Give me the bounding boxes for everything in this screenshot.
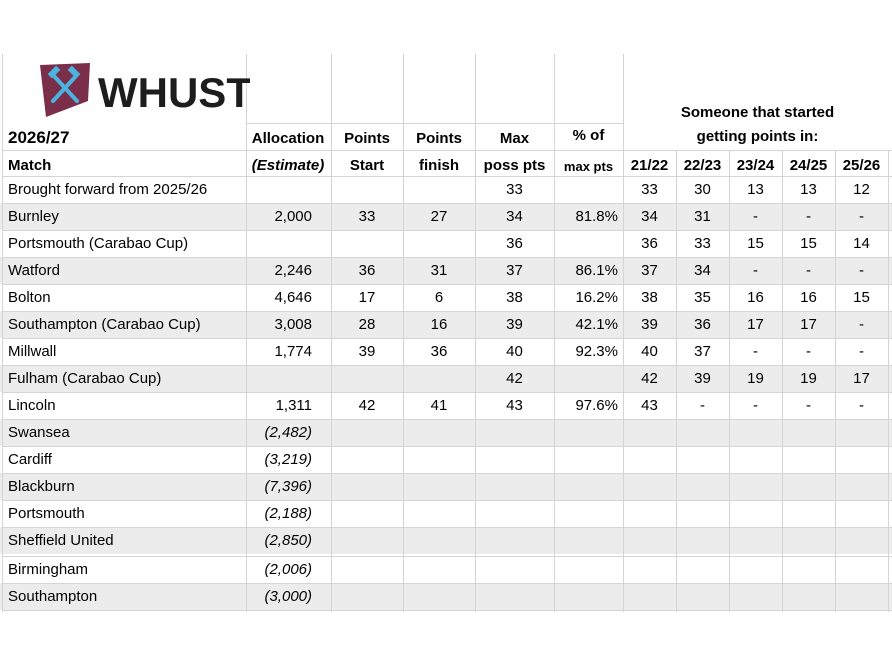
row-divider (2, 527, 892, 528)
season-value-0: 36 (641, 235, 658, 252)
row-divider (2, 419, 892, 420)
pct-max-value: 97.6% (575, 397, 618, 414)
match-name: Portsmouth (8, 505, 85, 522)
match-name: Blackburn (8, 478, 75, 495)
points-finish-value: 27 (430, 208, 448, 225)
allocation-value: (2,850) (264, 532, 312, 549)
season-value-1: 37 (694, 343, 711, 360)
points-start-value: 28 (358, 316, 376, 333)
season-value-2: - (753, 208, 758, 225)
season-value-0: 34 (641, 208, 658, 225)
row-divider (2, 150, 892, 151)
points-start-value: 33 (358, 208, 376, 225)
points-start-value: 36 (358, 262, 376, 279)
season-value-2: - (753, 397, 758, 414)
row-divider (2, 284, 892, 285)
match-name: Southampton (8, 588, 98, 605)
season-value-2: 17 (747, 316, 764, 333)
someone-started-header: Someone that started (680, 104, 835, 121)
allocation-value: 3,008 (274, 316, 312, 333)
season-value-3: 16 (800, 289, 817, 306)
season-value-0: 42 (641, 370, 658, 387)
row-divider (246, 123, 623, 124)
points-finish-value: 6 (434, 289, 444, 306)
season-value-1: 30 (694, 181, 711, 198)
allocation-header: Allocation (251, 130, 325, 147)
season-value-4: - (859, 208, 864, 225)
season-value-0: 33 (641, 181, 658, 198)
max-poss-subheader: poss pts (483, 157, 546, 174)
season-value-3: 15 (800, 235, 817, 252)
match-name: Cardiff (8, 451, 52, 468)
pct-max-header: % of (572, 127, 605, 144)
season-value-3: 19 (800, 370, 817, 387)
logo-graphic (40, 63, 250, 119)
allocation-value: (7,396) (264, 478, 312, 495)
someone-started-subheader: getting points in: (696, 128, 819, 145)
allocation-value: 2,246 (274, 262, 312, 279)
match-name: Sheffield United (8, 532, 114, 549)
row-divider (2, 500, 892, 501)
season-value-4: - (859, 316, 864, 333)
points-finish-value: 16 (430, 316, 448, 333)
pct-max-value: 16.2% (575, 289, 618, 306)
season-value-0: 39 (641, 316, 658, 333)
allocation-value: (2,482) (264, 424, 312, 441)
pct-max-subheader: max pts (563, 159, 614, 174)
season-value-1: 39 (694, 370, 711, 387)
points-start-value: 42 (358, 397, 376, 414)
match-name: Southampton (Carabao Cup) (8, 316, 201, 333)
match-header: Match (8, 157, 52, 174)
season-value-2: 15 (747, 235, 764, 252)
season-value-4: 14 (853, 235, 870, 252)
season-value-3: - (806, 208, 811, 225)
row-divider (2, 446, 892, 447)
season-value-2: 19 (747, 370, 764, 387)
match-name: Bolton (8, 289, 51, 306)
allocation-value: 1,774 (274, 343, 312, 360)
season-value-2: - (753, 343, 758, 360)
match-name: Fulham (Carabao Cup) (8, 370, 162, 387)
row-divider (2, 610, 892, 611)
allocation-value: (3,000) (264, 588, 312, 605)
row-divider (2, 203, 892, 204)
pct-max-value: 92.3% (575, 343, 618, 360)
points-finish-subheader: finish (419, 157, 459, 174)
season-value-0: 43 (641, 397, 658, 414)
row-divider (2, 365, 892, 366)
season-value-4: 17 (853, 370, 870, 387)
season-label: 2026/27 (8, 128, 70, 147)
points-start-subheader: Start (349, 157, 385, 174)
max-poss-value: 39 (506, 316, 523, 333)
season-value-2: - (753, 262, 758, 279)
season-value-3: - (806, 343, 811, 360)
season-value-4: - (859, 397, 864, 414)
allocation-value: (2,006) (264, 561, 312, 578)
pct-max-value: 42.1% (575, 316, 618, 333)
season-value-1: 36 (694, 316, 711, 333)
season-value-1: - (700, 397, 705, 414)
season-value-3: - (806, 397, 811, 414)
match-name: Birmingham (8, 561, 89, 578)
season-value-0: 38 (641, 289, 658, 306)
match-name: Watford (8, 262, 60, 279)
max-poss-value: 38 (506, 289, 523, 306)
season-value-2: 16 (747, 289, 764, 306)
season-header-4: 25/26 (842, 157, 881, 174)
season-header-3: 24/25 (789, 157, 828, 174)
match-name: Brought forward from 2025/26 (8, 181, 208, 198)
points-finish-header: Points (416, 130, 462, 147)
points-start-value: 17 (358, 289, 376, 306)
points-start-value: 39 (358, 343, 376, 360)
max-poss-value: 33 (506, 181, 523, 198)
season-value-2: 13 (747, 181, 764, 198)
row-divider (2, 556, 892, 557)
allocation-value: 2,000 (274, 208, 312, 225)
logo-text: WHUST (98, 69, 250, 116)
row-divider (2, 338, 892, 339)
season-value-3: 13 (800, 181, 817, 198)
pct-max-value: 86.1% (575, 262, 618, 279)
points-finish-value: 36 (430, 343, 448, 360)
season-header-0: 21/22 (630, 157, 669, 174)
max-poss-value: 36 (506, 235, 523, 252)
season-value-4: - (859, 343, 864, 360)
season-value-3: 17 (800, 316, 817, 333)
allocation-value: (3,219) (264, 451, 312, 468)
row-divider (2, 257, 892, 258)
season-value-1: 31 (694, 208, 711, 225)
season-value-3: - (806, 262, 811, 279)
match-name: Portsmouth (Carabao Cup) (8, 235, 189, 252)
match-name: Millwall (8, 343, 57, 360)
row-divider (2, 311, 892, 312)
max-poss-value: 40 (506, 343, 523, 360)
season-value-1: 33 (694, 235, 711, 252)
max-poss-value: 34 (506, 208, 523, 225)
match-name: Burnley (8, 208, 59, 225)
season-value-0: 37 (641, 262, 658, 279)
season-value-4: 15 (853, 289, 870, 306)
allocation-subheader: (Estimate) (251, 157, 325, 174)
row-divider (2, 230, 892, 231)
season-value-4: - (859, 262, 864, 279)
season-value-4: 12 (853, 181, 870, 198)
points-finish-value: 41 (430, 397, 448, 414)
max-poss-header: Max (499, 130, 530, 147)
row-divider (2, 473, 892, 474)
season-value-0: 40 (641, 343, 658, 360)
points-start-header: Points (344, 130, 390, 147)
allocation-value: (2,188) (264, 505, 312, 522)
season-header-1: 22/23 (683, 157, 722, 174)
row-divider (2, 392, 892, 393)
season-value-1: 35 (694, 289, 711, 306)
max-poss-value: 43 (506, 397, 523, 414)
column-divider (888, 150, 889, 612)
column-divider (2, 54, 3, 612)
max-poss-value: 37 (506, 262, 523, 279)
allocation-value: 1,311 (275, 397, 312, 414)
pct-max-value: 81.8% (575, 208, 618, 225)
points-finish-value: 31 (430, 262, 448, 279)
whust-logo (40, 63, 250, 124)
match-name: Lincoln (8, 397, 56, 414)
row-divider (2, 583, 892, 584)
max-poss-value: 42 (506, 370, 523, 387)
season-value-1: 34 (694, 262, 711, 279)
season-header-2: 23/24 (736, 157, 775, 174)
allocation-value: 4,646 (274, 289, 312, 306)
match-name: Swansea (8, 424, 70, 441)
row-divider (2, 176, 892, 177)
